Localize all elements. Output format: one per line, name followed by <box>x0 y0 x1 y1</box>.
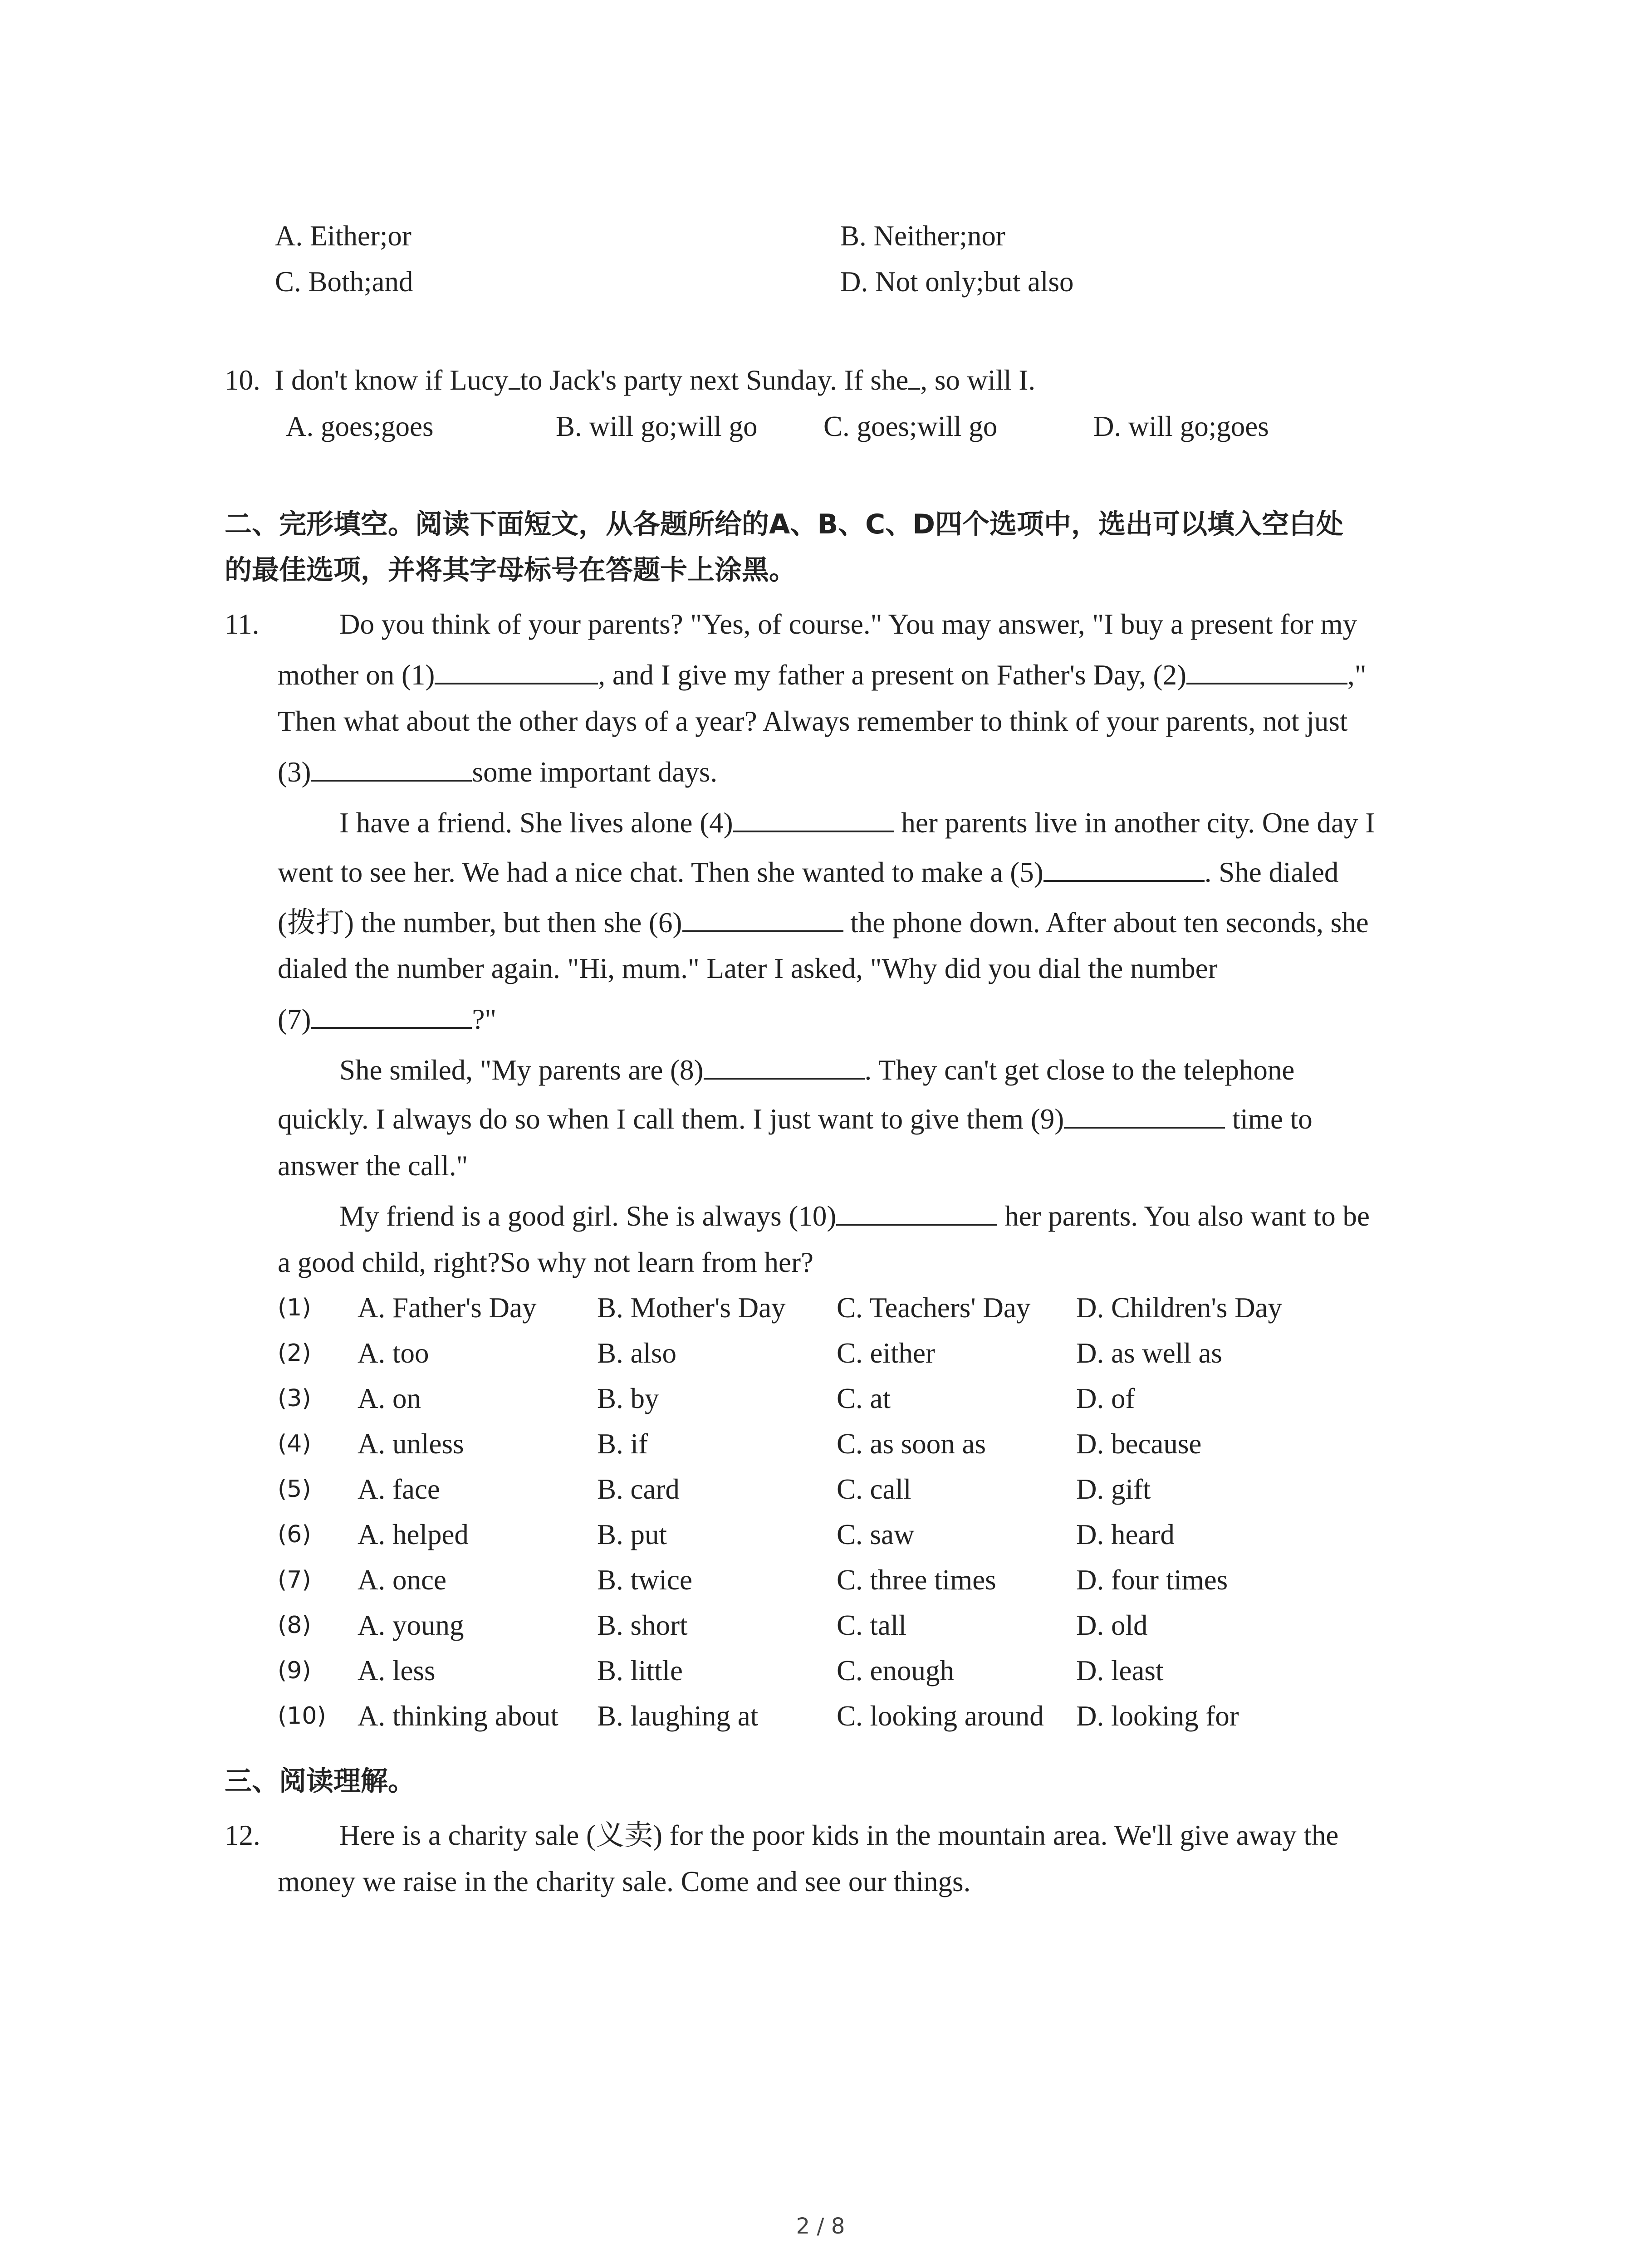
answer-blank-1 <box>435 656 598 684</box>
option-c: C. call <box>837 1473 911 1505</box>
q10-option-a: A. goes;goes <box>286 411 434 442</box>
passage-line <box>278 853 1338 892</box>
passage-text: went to see her. We had a nice chat. Then she wanted to make a (5) <box>278 856 1043 888</box>
passage-text: her parents. You also want to be <box>1004 1200 1370 1232</box>
passage-line: Do you think of your parents? "Yes, of course." You may answer, "I buy a present for my <box>339 608 1357 640</box>
option-a: A. too <box>358 1337 429 1369</box>
passage-text: the phone down. After about ten seconds, she <box>850 907 1369 938</box>
passage-line: Here is a charity sale (义卖) for the poor kids in the mountain area. We'll give away the <box>339 1819 1339 1851</box>
passage-text: I have a friend. She lives alone (4) <box>339 807 733 839</box>
option-d: D. Children's Day <box>1076 1292 1283 1324</box>
passage-text: time to <box>1232 1103 1313 1135</box>
option-d: D. because <box>1076 1428 1202 1460</box>
q9-option-d: D. Not only;but also <box>840 266 1074 298</box>
option-number: (3) <box>278 1385 311 1412</box>
option-b: B. Mother's Day <box>597 1292 786 1324</box>
section2-heading-line1: 二、完形填空。阅读下面短文，从各题所给的A、B、C、D四个选项中，选出可以填入空白处 <box>225 508 1344 540</box>
passage-text: (7) <box>278 1003 311 1035</box>
option-b: B. twice <box>597 1564 692 1596</box>
option-number: (1) <box>278 1294 311 1321</box>
passage-text: . They can't get close to the telephone <box>864 1054 1295 1086</box>
option-d: D. least <box>1076 1655 1164 1686</box>
option-c: C. enough <box>837 1655 954 1686</box>
option-a: A. Father's Day <box>358 1292 537 1324</box>
passage-text: My friend is a good girl. She is always (10) <box>339 1200 837 1232</box>
passage-text: ," <box>1347 659 1367 691</box>
passage-text: She smiled, "My parents are (8) <box>339 1054 704 1086</box>
option-b: B. little <box>597 1655 683 1686</box>
q10-text-1: I don't know if Lucy <box>274 364 509 396</box>
option-d: D. gift <box>1076 1473 1151 1505</box>
passage-line <box>339 803 1375 842</box>
option-b: B. laughing at <box>597 1700 759 1732</box>
option-b: B. by <box>597 1383 659 1414</box>
option-a: A. on <box>358 1383 421 1414</box>
option-number: (9) <box>278 1657 311 1684</box>
option-a: A. helped <box>358 1519 469 1550</box>
q10-option-b: B. will go;will go <box>556 411 758 442</box>
passage-line <box>278 1100 1313 1139</box>
answer-blank <box>908 362 920 390</box>
passage-text: (3) <box>278 756 311 788</box>
answer-blank-2 <box>1186 656 1347 684</box>
option-b: B. put <box>597 1519 667 1550</box>
passage-text: . She dialed <box>1204 856 1339 888</box>
option-number: (8) <box>278 1612 311 1639</box>
option-d: D. old <box>1076 1609 1148 1641</box>
option-a: A. less <box>358 1655 436 1686</box>
option-c: C. Teachers' Day <box>837 1292 1031 1324</box>
option-c: C. at <box>837 1383 891 1414</box>
section3-heading: 三、阅读理解。 <box>225 1765 415 1797</box>
option-number: (5) <box>278 1476 311 1503</box>
q9-option-c: C. Both;and <box>275 266 413 298</box>
option-a: A. once <box>358 1564 446 1596</box>
question-number: 12. <box>225 1819 260 1851</box>
option-b: B. card <box>597 1473 680 1505</box>
passage-line <box>278 655 1366 694</box>
option-c: C. saw <box>837 1519 915 1550</box>
page-number: 2 / 8 <box>796 2214 845 2239</box>
passage-line: answer the call." <box>278 1150 468 1182</box>
option-a: A. young <box>358 1609 464 1641</box>
answer-blank-9 <box>1064 1100 1225 1129</box>
q9-option-b: B. Neither;nor <box>840 220 1005 252</box>
question-number: 10. <box>225 364 260 396</box>
q10-text-3: , so will I. <box>920 364 1036 396</box>
passage-line: money we raise in the charity sale. Come and see our things. <box>278 1866 971 1897</box>
option-number: (2) <box>278 1339 311 1367</box>
passage-text: mother on (1) <box>278 659 435 691</box>
passage-line <box>339 1051 1294 1090</box>
option-number: (4) <box>278 1430 311 1457</box>
option-c: C. either <box>837 1337 935 1369</box>
option-number: (10) <box>278 1702 326 1730</box>
q10-text-2: to Jack's party next Sunday. If she <box>520 364 909 396</box>
option-b: B. short <box>597 1609 688 1641</box>
option-c: C. three times <box>837 1564 996 1596</box>
answer-blank-5 <box>1043 854 1205 882</box>
answer-blank-7 <box>311 1001 472 1029</box>
option-number: (7) <box>278 1566 311 1593</box>
passage-text: her parents live in another city. One day I <box>901 807 1375 839</box>
passage-line <box>278 753 717 792</box>
passage-text: (拨打) the number, but then she (6) <box>278 907 682 938</box>
question-number: 11. <box>225 608 260 640</box>
answer-blank <box>509 362 520 390</box>
option-a: A. face <box>358 1473 440 1505</box>
option-c: C. looking around <box>837 1700 1044 1732</box>
option-d: D. looking for <box>1076 1700 1239 1732</box>
option-b: B. if <box>597 1428 648 1460</box>
option-d: D. four times <box>1076 1564 1228 1596</box>
option-a: A. thinking about <box>358 1700 558 1732</box>
q10-option-c: C. goes;will go <box>823 411 998 442</box>
section2-heading-line2: 的最佳选项，并将其字母标号在答题卡上涂黑。 <box>225 554 796 586</box>
q10-option-d: D. will go;goes <box>1093 411 1269 442</box>
passage-text: quickly. I always do so when I call them. I just want to give them (9) <box>278 1103 1064 1135</box>
answer-blank-6 <box>682 904 843 932</box>
option-number: (6) <box>278 1521 311 1548</box>
passage-line <box>278 903 1369 942</box>
passage-line: dialed the number again. "Hi, mum." Later I asked, "Why did you dial the number <box>278 953 1218 984</box>
option-c: C. tall <box>837 1609 906 1641</box>
answer-blank-8 <box>704 1051 865 1080</box>
passage-text: some important days. <box>472 756 718 788</box>
option-d: D. of <box>1076 1383 1135 1414</box>
option-c: C. as soon as <box>837 1428 986 1460</box>
passage-line <box>339 1197 1370 1236</box>
passage-line: Then what about the other days of a year? Always remember to think of your parents, not just <box>278 705 1348 737</box>
q9-option-a: A. Either;or <box>275 220 411 252</box>
option-d: D. as well as <box>1076 1337 1222 1369</box>
answer-blank-3 <box>311 753 472 782</box>
passage-text: , and I give my father a present on Father's Day, (2) <box>598 659 1186 691</box>
passage-line <box>278 1000 496 1039</box>
q10-stem <box>225 361 1035 400</box>
passage-line: a good child, right?So why not learn from her? <box>278 1246 813 1278</box>
option-d: D. heard <box>1076 1519 1175 1550</box>
passage-text: ?" <box>472 1003 497 1035</box>
answer-blank-4 <box>733 804 894 832</box>
option-a: A. unless <box>358 1428 464 1460</box>
answer-blank-10 <box>836 1198 997 1226</box>
option-b: B. also <box>597 1337 677 1369</box>
